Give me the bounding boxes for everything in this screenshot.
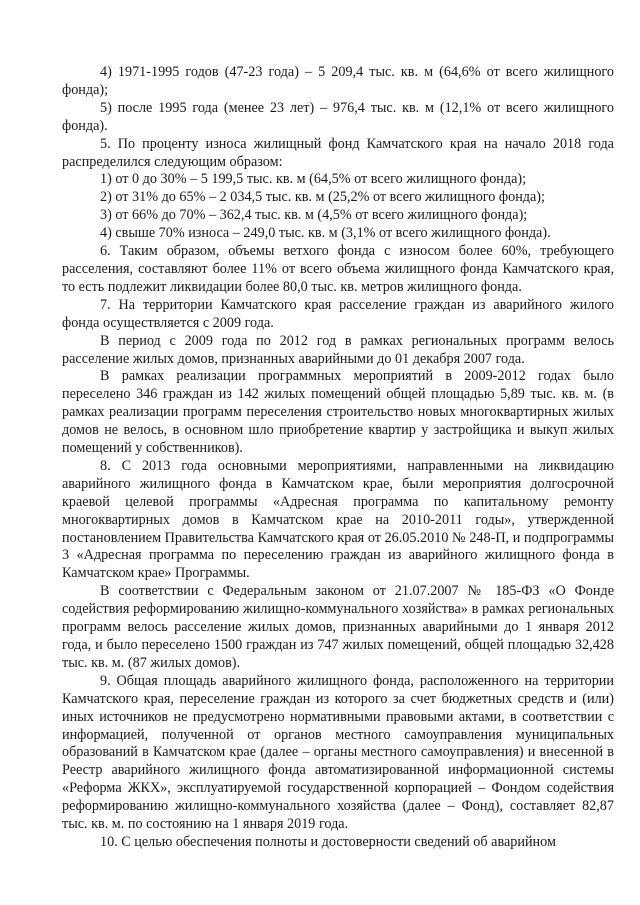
document-page [62,64,614,852]
paragraph: В соответствии с Федеральным законом от 21.07.2007 № 185-ФЗ «О Фонде содействия реформированию жилищно-коммунального хозяйства» в рамках региональных программ велось расселение жилых домов, признанных аварийными до 1 января 2012 года, и было переселено 1500 граждан из 747 жилых помещений, общей площадью 32,428 тыс. кв. м. (87 жилых домов). [62,583,614,671]
paragraph: 8. С 2013 года основными мероприятиями, направленными на ликвидацию аварийного жилищного фонда в Камчатском крае, были мероприятия долгосрочной краевой целевой программы «Адресная программа по капитальному ремонту многоквартирных домов в Камчатском крае на 2010-2011 годы», утвержденной постановлением Правительства Камчатского края от 26.05.2010 № 248-П, и подпрограммы 3 «Адресная программа по переселению граждан из аварийного жилищного фонда в Камчатском крае» Программы. [62,457,614,582]
paragraph: 1) от 0 до 30% – 5 199,5 тыс. кв. м (64,5% от всего жилищного фонда); [100,171,527,188]
paragraph: 7. На территории Камчатского края расселение граждан из аварийного жилого фонда осуществляется с 2009 года. [62,296,614,331]
paragraph: 4) свыше 70% износа – 249,0 тыс. кв. м (3,1% от всего жилищного фонда). [100,225,551,242]
paragraph: В период с 2009 года по 2012 год в рамках региональных программ велось расселение жилых домов, признанных аварийными до 01 декабря 2007 года. [62,332,614,367]
paragraph: 4) 1971-1995 годов (47-23 года) – 5 209,4 тыс. кв. м (64,6% от всего жилищного фонда); [62,64,614,98]
paragraph: 10. С целью обеспечения полноты и достоверности сведений об аварийном [100,833,556,850]
paragraph: 5) после 1995 года (менее 23 лет) – 976,4 тыс. кв. м (12,1% от всего жилищного фонда). [62,99,614,134]
paragraph: 2) от 31% до 65% – 2 034,5 тыс. кв. м (25,2% от всего жилищного фонда); [100,189,545,206]
paragraph: В рамках реализации программных мероприятий в 2009-2012 годах было переселено 346 граждан из 142 жилых помещений общей площадью 5,89 тыс. кв. м. (в рамках реализации программ переселения строительство новых многоквартирных жилых домов не велось, в основном шло приобретение квартир у застройщика и выкуп жилых помещений у собственников). [62,368,614,457]
paragraph: 6. Таким образом, объемы ветхого фонда с износом более 60%, требующего расселения, составляют более 11% от всего объема жилищного фонда Камчатского края, то есть подлежит ликвидации более 80,0 тыс. кв. метров жилищного фонда. [62,243,614,295]
paragraph: 9. Общая площадь аварийного жилищного фонда, расположенного на территории Камчатского края, переселение граждан из которого за счет бюджетных средств и (или) иных источников не предусмотрено нормативными правовыми актами, в соответствии с информацией, полученной от органов местного самоуправления муниципальных образований в Камчатском крае (далее – органы местного самоуправления) и внесенной в Реестр аварийного жилищного фонда автоматизированной информационной системы «Реформа ЖКХ», эксплуатируемой государственной корпорацией – Фондом содействия реформированию жилищно-коммунального хозяйства (далее – Фонд), составляет 82,87 тыс. кв. м. по состоянию на 1 января 2019 года. [62,672,614,833]
paragraph: 3) от 66% до 70% – 362,4 тыс. кв. м (4,5% от всего жилищного фонда); [100,207,528,224]
paragraph: 5. По проценту износа жилищный фонд Камчатского края на начало 2018 года распределился следующим образом: [62,135,614,170]
